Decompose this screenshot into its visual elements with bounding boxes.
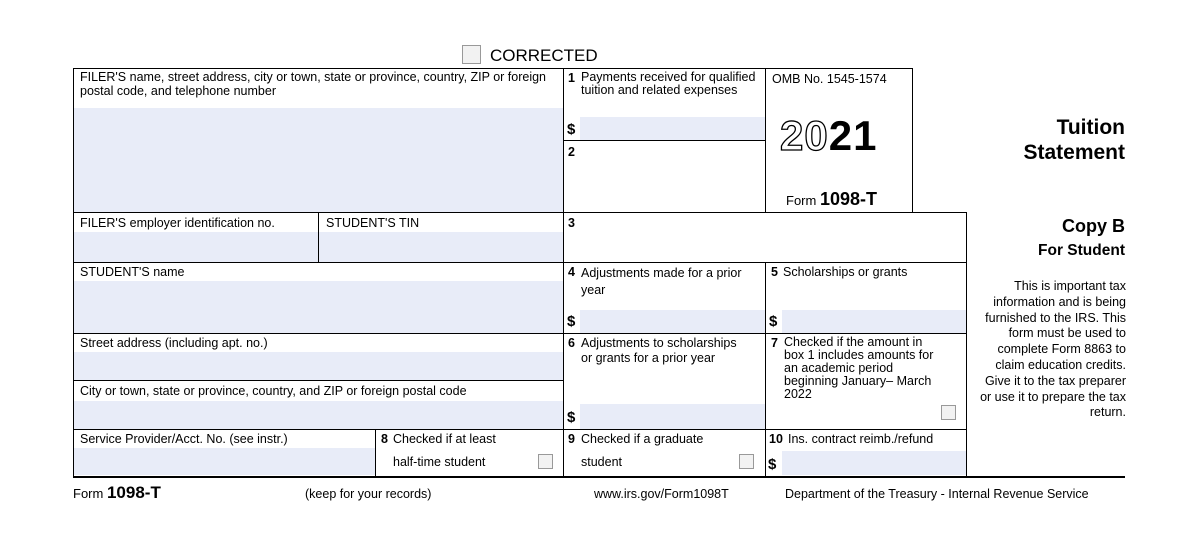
footer-department: Department of the Treasury - Internal Revenue Service <box>785 487 1089 501</box>
divider-col1 <box>563 68 564 477</box>
form-id-name: 1098-T <box>819 189 878 209</box>
footer-form-name: 1098-T <box>106 483 161 502</box>
box4-number: 4 <box>568 265 575 279</box>
box8-checkbox[interactable] <box>538 454 553 469</box>
box6-label: Adjustments to scholarships or grants for a prior year <box>581 336 737 365</box>
filer-name-field[interactable] <box>74 108 563 212</box>
tax-year <box>780 114 877 158</box>
box5-number: 5 <box>771 265 778 279</box>
box9-label-line2: student <box>581 455 623 469</box>
divider-box1-box2 <box>564 140 765 141</box>
city-field[interactable] <box>74 401 563 429</box>
footer-keep-note: (keep for your records) <box>305 487 432 501</box>
box6-dollar: $ <box>567 409 576 426</box>
student-name-field[interactable] <box>74 281 563 333</box>
city-label: City or town, state or province, country, and ZIP or foreign postal code <box>80 384 467 398</box>
form-title <box>980 115 1125 165</box>
omb-number: OMB No. 1545-1574 <box>772 72 887 86</box>
tax-year-suffix: 21 <box>828 112 878 159</box>
divider-row2 <box>73 212 967 213</box>
box8-number: 8 <box>381 432 388 446</box>
student-name-label: STUDENT'S name <box>80 265 185 279</box>
box8-label-line1: Checked if at least <box>393 432 496 446</box>
box8-label-line2: half-time student <box>393 455 486 469</box>
box5-label: Scholarships or grants <box>783 265 908 279</box>
divider-row4 <box>73 333 967 334</box>
copy-b-info: This is important tax information and is being furnished to the IRS. This form must be used to complete Form 8863 to claim education credits. Give it to the tax preparer or use it to prepare the tax return. <box>980 279 1126 420</box>
box4-field[interactable] <box>580 310 765 333</box>
box5-field[interactable] <box>782 310 966 333</box>
street-address-label: Street address (including apt. no.) <box>80 336 268 350</box>
box7-label: Checked if the amount in box 1 includes amounts for an academic period beginning January– March 2022 <box>784 335 934 401</box>
form-id-label: Form <box>786 193 817 208</box>
service-provider-field[interactable] <box>74 448 375 475</box>
divider-col2-bottom <box>765 262 766 477</box>
box9-number: 9 <box>568 432 575 446</box>
box7-checkbox[interactable] <box>941 405 956 420</box>
box9-checkbox[interactable] <box>739 454 754 469</box>
box1-dollar: $ <box>567 121 576 138</box>
footer-form-label: Form <box>73 486 104 501</box>
corrected-label: CORRECTED <box>490 46 598 65</box>
divider-copyb <box>966 212 967 477</box>
box3-number: 3 <box>568 216 575 230</box>
for-student-label: For Student <box>1038 242 1125 259</box>
tax-year-prefix: 20 <box>780 112 829 159</box>
filer-ein-label: FILER'S employer identification no. <box>80 216 275 230</box>
divider-street-city <box>73 380 564 381</box>
box2-number: 2 <box>568 145 575 159</box>
filer-ein-field[interactable] <box>74 232 318 262</box>
box9-label-line1: Checked if a graduate <box>581 432 704 446</box>
box10-field[interactable] <box>782 451 966 475</box>
student-tin-label: STUDENT'S TIN <box>326 216 420 230</box>
box6-number: 6 <box>568 336 575 350</box>
divider-row5 <box>73 429 967 430</box>
box4-label: Adjustments made for a prior year <box>581 266 742 297</box>
footer-form-id <box>73 484 161 503</box>
student-tin-field[interactable] <box>319 232 563 262</box>
filer-name-label: FILER'S name, street address, city or town, state or province, country, ZIP or foreign postal code, and telephone number <box>80 70 547 98</box>
divider-row3-left <box>73 262 564 263</box>
street-address-field[interactable] <box>74 352 563 380</box>
box1-label: Payments received for qualified tuition and related expenses <box>581 70 756 97</box>
box1-field[interactable] <box>580 117 765 140</box>
divider-omb-right <box>912 68 913 212</box>
corrected-checkbox[interactable] <box>462 45 481 64</box>
form-top-border <box>73 68 913 69</box>
divider-col2-top <box>765 68 766 212</box>
copy-b-title: Copy B <box>1062 216 1125 236</box>
box10-label: Ins. contract reimb./refund <box>788 432 934 446</box>
box10-number: 10 <box>769 432 783 446</box>
form-title-line1: Tuition <box>1056 116 1125 139</box>
box4-dollar: $ <box>567 313 576 330</box>
service-provider-label: Service Provider/Acct. No. (see instr.) <box>80 432 288 446</box>
box5-dollar: $ <box>769 313 778 330</box>
divider-box8 <box>375 429 376 477</box>
box1-number: 1 <box>568 71 575 85</box>
divider-row3-right <box>564 262 967 263</box>
box6-field[interactable] <box>580 404 765 429</box>
box7-number: 7 <box>771 336 778 350</box>
form-id <box>786 189 877 211</box>
form-title-line2: Statement <box>1023 141 1125 164</box>
box10-dollar: $ <box>768 456 777 473</box>
footer-url[interactable]: www.irs.gov/Form1098T <box>594 487 729 501</box>
form-bottom-border <box>73 476 1125 478</box>
